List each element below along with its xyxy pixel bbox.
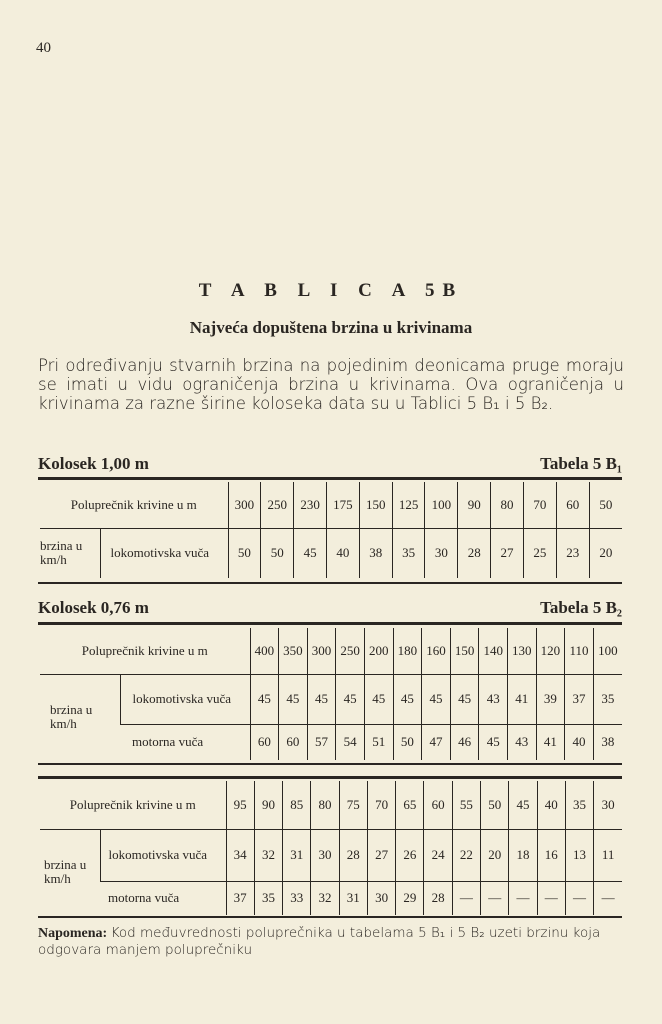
speed-cell: 40 (327, 528, 360, 578)
section2-gauge: Kolosek 0,76 m (38, 598, 149, 617)
motor-speed-cell: 30 (367, 881, 395, 915)
radius-cell: 90 (254, 781, 282, 829)
radius-cell: 200 (364, 628, 393, 674)
speed-label: brzina u km/h (44, 857, 87, 887)
page-number: 40 (36, 40, 51, 56)
motor-speed-cell: — (565, 881, 593, 915)
table-row (40, 628, 622, 674)
table-row (40, 881, 622, 915)
table-5b2-a (40, 628, 622, 760)
loco-speed-cell: 45 (393, 674, 422, 724)
motor-speed-cell: 46 (450, 724, 479, 760)
section1-table-label: Tabela 5 B₁ (540, 454, 622, 473)
motor-speed-cell: 32 (311, 881, 339, 915)
section1-gauge: Kolosek 1,00 m (38, 454, 149, 473)
radius-cell: 60 (424, 781, 452, 829)
radius-cell: 45 (509, 781, 537, 829)
loco-speed-cell: 45 (250, 674, 279, 724)
speed-label: brzina u km/h (50, 702, 93, 732)
loco-speed-cell: 27 (367, 829, 395, 881)
radius-cell: 250 (336, 628, 365, 674)
loco-speed-cell: 16 (537, 829, 565, 881)
speed-cell: 20 (589, 528, 622, 578)
motor-speed-cell: 45 (479, 724, 508, 760)
speed-label: brzina u km/h (40, 538, 83, 568)
radius-cell: 55 (452, 781, 480, 829)
motor-speed-cell: 38 (593, 724, 622, 760)
loco-speed-cell: 13 (565, 829, 593, 881)
radius-cell: 250 (261, 482, 294, 528)
table-row (40, 781, 622, 829)
radius-cell: 300 (307, 628, 336, 674)
motor-speed-cell: 57 (307, 724, 336, 760)
speed-cell: 23 (556, 528, 589, 578)
loco-speed-cell: 45 (364, 674, 393, 724)
radius-cell: 110 (565, 628, 594, 674)
loco-speed-cell: 20 (481, 829, 509, 881)
rule (38, 763, 622, 765)
table-row (40, 829, 622, 881)
motor-label: motorna vuča (120, 724, 250, 760)
radius-cell: 60 (556, 482, 589, 528)
loco-speed-cell: 34 (226, 829, 254, 881)
rule (38, 916, 622, 918)
loco-speed-cell: 45 (307, 674, 336, 724)
radius-cell: 400 (250, 628, 279, 674)
speed-cell: 35 (392, 528, 425, 578)
radius-cell: 70 (523, 482, 556, 528)
loco-speed-cell: 24 (424, 829, 452, 881)
table-row (40, 482, 622, 528)
motor-speed-cell: 37 (226, 881, 254, 915)
radius-cell: 95 (226, 781, 254, 829)
radius-cell: 65 (396, 781, 424, 829)
radius-cell: 230 (294, 482, 327, 528)
radius-cell: 90 (458, 482, 491, 528)
radius-cell: 180 (393, 628, 422, 674)
motor-speed-cell: 41 (536, 724, 565, 760)
motor-speed-cell: 50 (393, 724, 422, 760)
radius-cell: 140 (479, 628, 508, 674)
speed-cell: 45 (294, 528, 327, 578)
radius-cell: 150 (450, 628, 479, 674)
radius-label: Poluprečnik krivine u m (40, 781, 226, 829)
loco-label: lokomotivska vuča (120, 674, 250, 724)
radius-cell: 75 (339, 781, 367, 829)
table-5b1 (40, 482, 622, 578)
motor-speed-cell: 29 (396, 881, 424, 915)
loco-speed-cell: 30 (311, 829, 339, 881)
subtitle: Najveća dopuštena brzina u krivinama (189, 318, 473, 337)
speed-cell: 27 (491, 528, 524, 578)
radius-cell: 150 (359, 482, 392, 528)
radius-cell: 50 (589, 482, 622, 528)
speed-cell: 50 (261, 528, 294, 578)
motor-speed-cell: 33 (283, 881, 311, 915)
loco-label: lokomotivska vuča (100, 528, 228, 578)
loco-speed-cell: 41 (508, 674, 537, 724)
note-text: Kod međuvrednosti poluprečnika u tabelama 5 B₁ i 5 B₂ uzeti brzinu koja odgovara manjem poluprečniku (38, 925, 601, 958)
motor-speed-cell: — (452, 881, 480, 915)
motor-speed-cell: 60 (279, 724, 308, 760)
table-row (40, 674, 622, 724)
rule (38, 582, 622, 584)
loco-speed-cell: 11 (594, 829, 622, 881)
loco-speed-cell: 28 (339, 829, 367, 881)
radius-cell: 35 (565, 781, 593, 829)
motor-label: motorna vuča (100, 881, 226, 915)
motor-speed-cell: 51 (364, 724, 393, 760)
speed-cell: 38 (359, 528, 392, 578)
loco-speed-cell: 45 (450, 674, 479, 724)
motor-speed-cell: 40 (565, 724, 594, 760)
radius-label: Poluprečnik krivine u m (40, 628, 250, 674)
motor-speed-cell: 28 (424, 881, 452, 915)
table-5b2-b (40, 781, 622, 915)
radius-cell: 175 (327, 482, 360, 528)
motor-speed-cell: 54 (336, 724, 365, 760)
section1-heading (38, 454, 622, 474)
motor-speed-cell: — (481, 881, 509, 915)
loco-speed-cell: 43 (479, 674, 508, 724)
motor-speed-cell: — (509, 881, 537, 915)
rule (38, 622, 622, 625)
loco-speed-cell: 37 (565, 674, 594, 724)
section2-heading (38, 598, 622, 618)
radius-cell: 30 (594, 781, 622, 829)
table-row (40, 528, 622, 578)
motor-speed-cell: 35 (254, 881, 282, 915)
loco-speed-cell: 32 (254, 829, 282, 881)
radius-cell: 125 (392, 482, 425, 528)
note-label: Napomena: (38, 926, 108, 941)
page-title: T A B L I C A 5B (198, 280, 464, 301)
loco-speed-cell: 22 (452, 829, 480, 881)
section2-table-label: Tabela 5 B₂ (540, 598, 622, 617)
table-row (40, 724, 622, 760)
radius-cell: 40 (537, 781, 565, 829)
radius-label: Poluprečnik krivine u m (40, 482, 228, 528)
speed-cell: 30 (425, 528, 458, 578)
speed-cell: 28 (458, 528, 491, 578)
loco-speed-cell: 45 (422, 674, 451, 724)
motor-speed-cell: — (537, 881, 565, 915)
loco-speed-cell: 39 (536, 674, 565, 724)
motor-speed-cell: 43 (508, 724, 537, 760)
loco-speed-cell: 45 (279, 674, 308, 724)
intro-paragraph: Pri određivanju stvarnih brzina na pojedinim deonicama pruge moraju se imati u vidu ograničenja brzina u krivinama. Ova ograničenja u krivinama za razne širine koloseka data su u Tablici 5 B₁ i 5 B₂. (38, 356, 624, 413)
radius-cell: 100 (425, 482, 458, 528)
motor-speed-cell: 31 (339, 881, 367, 915)
footnote (38, 925, 628, 959)
rule (38, 776, 622, 779)
radius-cell: 300 (228, 482, 261, 528)
radius-cell: 70 (367, 781, 395, 829)
loco-speed-cell: 26 (396, 829, 424, 881)
radius-cell: 100 (593, 628, 622, 674)
radius-cell: 80 (491, 482, 524, 528)
loco-speed-cell: 45 (336, 674, 365, 724)
radius-cell: 85 (283, 781, 311, 829)
radius-cell: 160 (422, 628, 451, 674)
loco-label: lokomotivska vuča (100, 829, 226, 881)
motor-speed-cell: — (594, 881, 622, 915)
loco-speed-cell: 35 (593, 674, 622, 724)
motor-speed-cell: 60 (250, 724, 279, 760)
loco-speed-cell: 18 (509, 829, 537, 881)
radius-cell: 50 (481, 781, 509, 829)
loco-speed-cell: 31 (283, 829, 311, 881)
radius-cell: 120 (536, 628, 565, 674)
radius-cell: 350 (279, 628, 308, 674)
speed-cell: 25 (523, 528, 556, 578)
motor-speed-cell: 47 (422, 724, 451, 760)
radius-cell: 80 (311, 781, 339, 829)
radius-cell: 130 (508, 628, 537, 674)
rule (38, 477, 622, 480)
speed-cell: 50 (228, 528, 261, 578)
